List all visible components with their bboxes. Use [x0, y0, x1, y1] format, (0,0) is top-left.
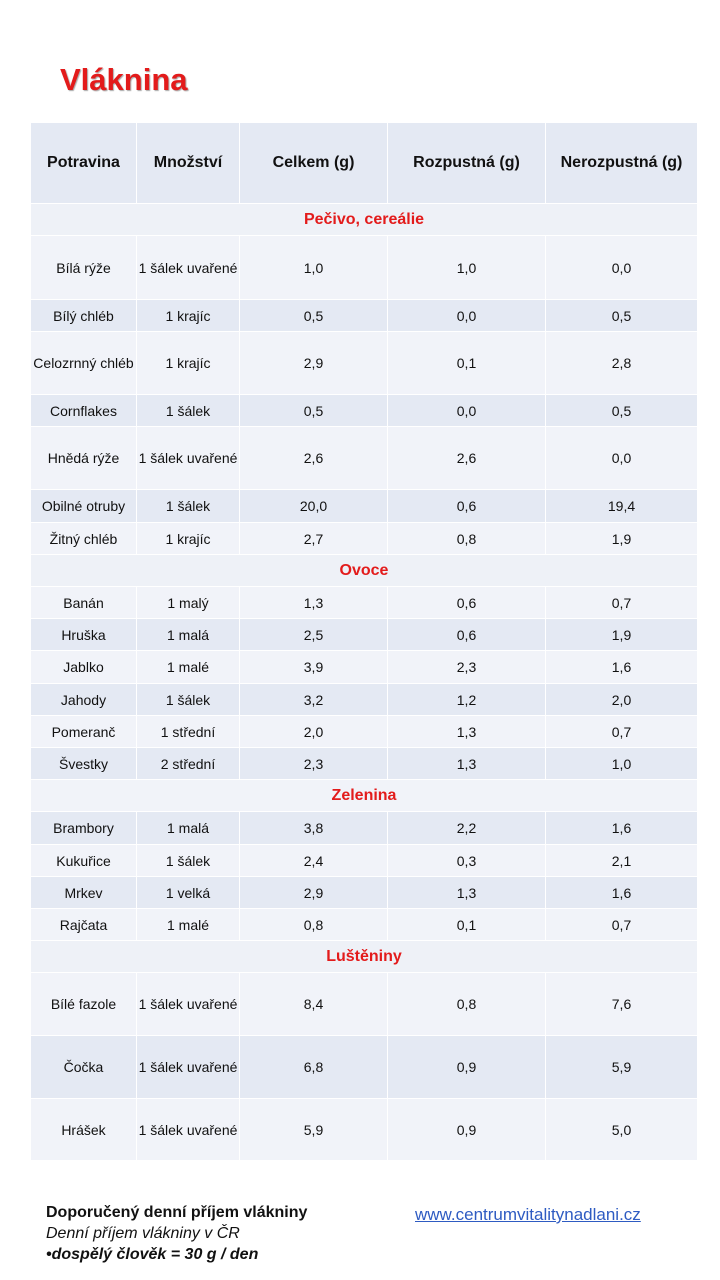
cell-food: Hrášek	[31, 1099, 137, 1161]
cell-total: 2,3	[240, 748, 388, 780]
cell-food: Jahody	[31, 684, 137, 716]
cell-insoluble: 5,0	[546, 1099, 698, 1161]
cell-food: Bílý chléb	[31, 300, 137, 332]
cell-amount: 2 střední	[137, 748, 240, 780]
cell-food: Cornflakes	[31, 395, 137, 427]
table-row	[31, 236, 698, 300]
cell-total: 2,7	[240, 523, 388, 555]
cell-amount: 1 velká	[137, 877, 240, 909]
cell-total: 2,6	[240, 427, 388, 490]
website-link[interactable]: www.centrumvitalitynadlani.cz	[415, 1205, 641, 1224]
cell-total: 3,8	[240, 812, 388, 845]
cell-total: 2,4	[240, 845, 388, 877]
cell-total: 3,2	[240, 684, 388, 716]
cell-total: 0,5	[240, 300, 388, 332]
cell-amount: 1 šálek	[137, 490, 240, 523]
cell-amount: 1 šálek uvařené	[137, 427, 240, 490]
cell-insoluble: 1,9	[546, 523, 698, 555]
table-row	[31, 909, 698, 941]
table-row	[31, 748, 698, 780]
cell-amount: 1 šálek	[137, 684, 240, 716]
cell-insoluble: 7,6	[546, 973, 698, 1036]
cell-total: 5,9	[240, 1099, 388, 1161]
recommendation-subheading: Denní příjem vlákniny v ČR	[46, 1225, 240, 1242]
cell-total: 2,0	[240, 716, 388, 748]
cell-amount: 1 malá	[137, 619, 240, 651]
cell-insoluble: 2,1	[546, 845, 698, 877]
cell-food: Brambory	[31, 812, 137, 845]
header-insoluble: Nerozpustná (g)	[546, 123, 698, 204]
table-row	[31, 300, 698, 332]
header-total: Celkem (g)	[240, 123, 388, 204]
cell-insoluble: 0,7	[546, 587, 698, 619]
table-row	[31, 716, 698, 748]
cell-soluble: 0,1	[388, 332, 546, 395]
section-row	[31, 780, 698, 812]
table-row	[31, 332, 698, 395]
cell-soluble: 1,3	[388, 748, 546, 780]
header-row	[31, 123, 698, 204]
cell-insoluble: 0,0	[546, 236, 698, 300]
cell-amount: 1 šálek uvařené	[137, 1099, 240, 1161]
cell-soluble: 0,8	[388, 973, 546, 1036]
section-title: Zelenina	[31, 780, 698, 812]
cell-soluble: 0,0	[388, 395, 546, 427]
cell-soluble: 2,3	[388, 651, 546, 684]
cell-amount: 1 šálek uvařené	[137, 236, 240, 300]
cell-food: Rajčata	[31, 909, 137, 941]
table-body	[31, 204, 698, 1161]
recommendation-heading: Doporučený denní příjem vlákniny	[46, 1204, 308, 1221]
page-title: Vláknina	[60, 62, 188, 97]
header-food: Potravina	[31, 123, 137, 204]
cell-amount: 1 krajíc	[137, 300, 240, 332]
section-title: Pečivo, cereálie	[31, 204, 698, 236]
recommendation-note	[46, 1202, 307, 1265]
section-row	[31, 204, 698, 236]
cell-insoluble: 5,9	[546, 1036, 698, 1099]
cell-soluble: 1,3	[388, 716, 546, 748]
section-title: Luštěniny	[31, 941, 698, 973]
cell-food: Hnědá rýže	[31, 427, 137, 490]
cell-insoluble: 0,7	[546, 716, 698, 748]
cell-food: Pomeranč	[31, 716, 137, 748]
cell-insoluble: 1,6	[546, 812, 698, 845]
cell-amount: 1 malá	[137, 812, 240, 845]
cell-soluble: 0,9	[388, 1099, 546, 1161]
cell-insoluble: 0,5	[546, 395, 698, 427]
cell-insoluble: 2,8	[546, 332, 698, 395]
cell-insoluble: 1,0	[546, 748, 698, 780]
table-row	[31, 587, 698, 619]
cell-soluble: 0,0	[388, 300, 546, 332]
table-row	[31, 427, 698, 490]
cell-total: 1,3	[240, 587, 388, 619]
cell-insoluble: 19,4	[546, 490, 698, 523]
cell-total: 2,5	[240, 619, 388, 651]
cell-amount: 1 malý	[137, 587, 240, 619]
table-row	[31, 877, 698, 909]
cell-food: Kukuřice	[31, 845, 137, 877]
cell-soluble: 0,9	[388, 1036, 546, 1099]
cell-food: Banán	[31, 587, 137, 619]
cell-amount: 1 šálek uvařené	[137, 973, 240, 1036]
cell-food: Čočka	[31, 1036, 137, 1099]
cell-food: Obilné otruby	[31, 490, 137, 523]
cell-soluble: 0,8	[388, 523, 546, 555]
cell-soluble: 1,2	[388, 684, 546, 716]
section-title: Ovoce	[31, 555, 698, 587]
section-row	[31, 555, 698, 587]
cell-food: Jablko	[31, 651, 137, 684]
cell-insoluble: 0,5	[546, 300, 698, 332]
cell-soluble: 0,6	[388, 587, 546, 619]
cell-total: 2,9	[240, 877, 388, 909]
cell-soluble: 0,6	[388, 490, 546, 523]
cell-total: 8,4	[240, 973, 388, 1036]
cell-insoluble: 1,6	[546, 877, 698, 909]
section-row	[31, 941, 698, 973]
table-row	[31, 845, 698, 877]
cell-insoluble: 2,0	[546, 684, 698, 716]
cell-soluble: 1,0	[388, 236, 546, 300]
cell-food: Bílé fazole	[31, 973, 137, 1036]
cell-soluble: 1,3	[388, 877, 546, 909]
cell-insoluble: 0,7	[546, 909, 698, 941]
cell-total: 2,9	[240, 332, 388, 395]
cell-insoluble: 1,6	[546, 651, 698, 684]
cell-soluble: 2,6	[388, 427, 546, 490]
cell-food: Švestky	[31, 748, 137, 780]
cell-food: Celozrnný chléb	[31, 332, 137, 395]
cell-food: Žitný chléb	[31, 523, 137, 555]
table-row	[31, 490, 698, 523]
recommendation-value: •dospělý člověk = 30 g / den	[46, 1246, 259, 1263]
cell-amount: 1 šálek uvařené	[137, 1036, 240, 1099]
table-row	[31, 973, 698, 1036]
cell-amount: 1 krajíc	[137, 523, 240, 555]
cell-total: 3,9	[240, 651, 388, 684]
cell-insoluble: 1,9	[546, 619, 698, 651]
table-row	[31, 523, 698, 555]
cell-total: 20,0	[240, 490, 388, 523]
table-row	[31, 619, 698, 651]
table-row	[31, 1099, 698, 1161]
cell-amount: 1 šálek	[137, 395, 240, 427]
table-row	[31, 1036, 698, 1099]
header-soluble: Rozpustná (g)	[388, 123, 546, 204]
header-amount: Množství	[137, 123, 240, 204]
cell-food: Bílá rýže	[31, 236, 137, 300]
cell-amount: 1 šálek	[137, 845, 240, 877]
cell-soluble: 0,6	[388, 619, 546, 651]
cell-total: 0,8	[240, 909, 388, 941]
table-row	[31, 651, 698, 684]
fiber-table	[30, 122, 698, 1161]
cell-total: 6,8	[240, 1036, 388, 1099]
table-row	[31, 395, 698, 427]
cell-food: Hruška	[31, 619, 137, 651]
table-row	[31, 684, 698, 716]
cell-amount: 1 malé	[137, 651, 240, 684]
cell-amount: 1 malé	[137, 909, 240, 941]
cell-soluble: 2,2	[388, 812, 546, 845]
cell-insoluble: 0,0	[546, 427, 698, 490]
cell-soluble: 0,3	[388, 845, 546, 877]
cell-soluble: 0,1	[388, 909, 546, 941]
cell-food: Mrkev	[31, 877, 137, 909]
table-row	[31, 812, 698, 845]
cell-amount: 1 střední	[137, 716, 240, 748]
cell-amount: 1 krajíc	[137, 332, 240, 395]
cell-total: 0,5	[240, 395, 388, 427]
cell-total: 1,0	[240, 236, 388, 300]
